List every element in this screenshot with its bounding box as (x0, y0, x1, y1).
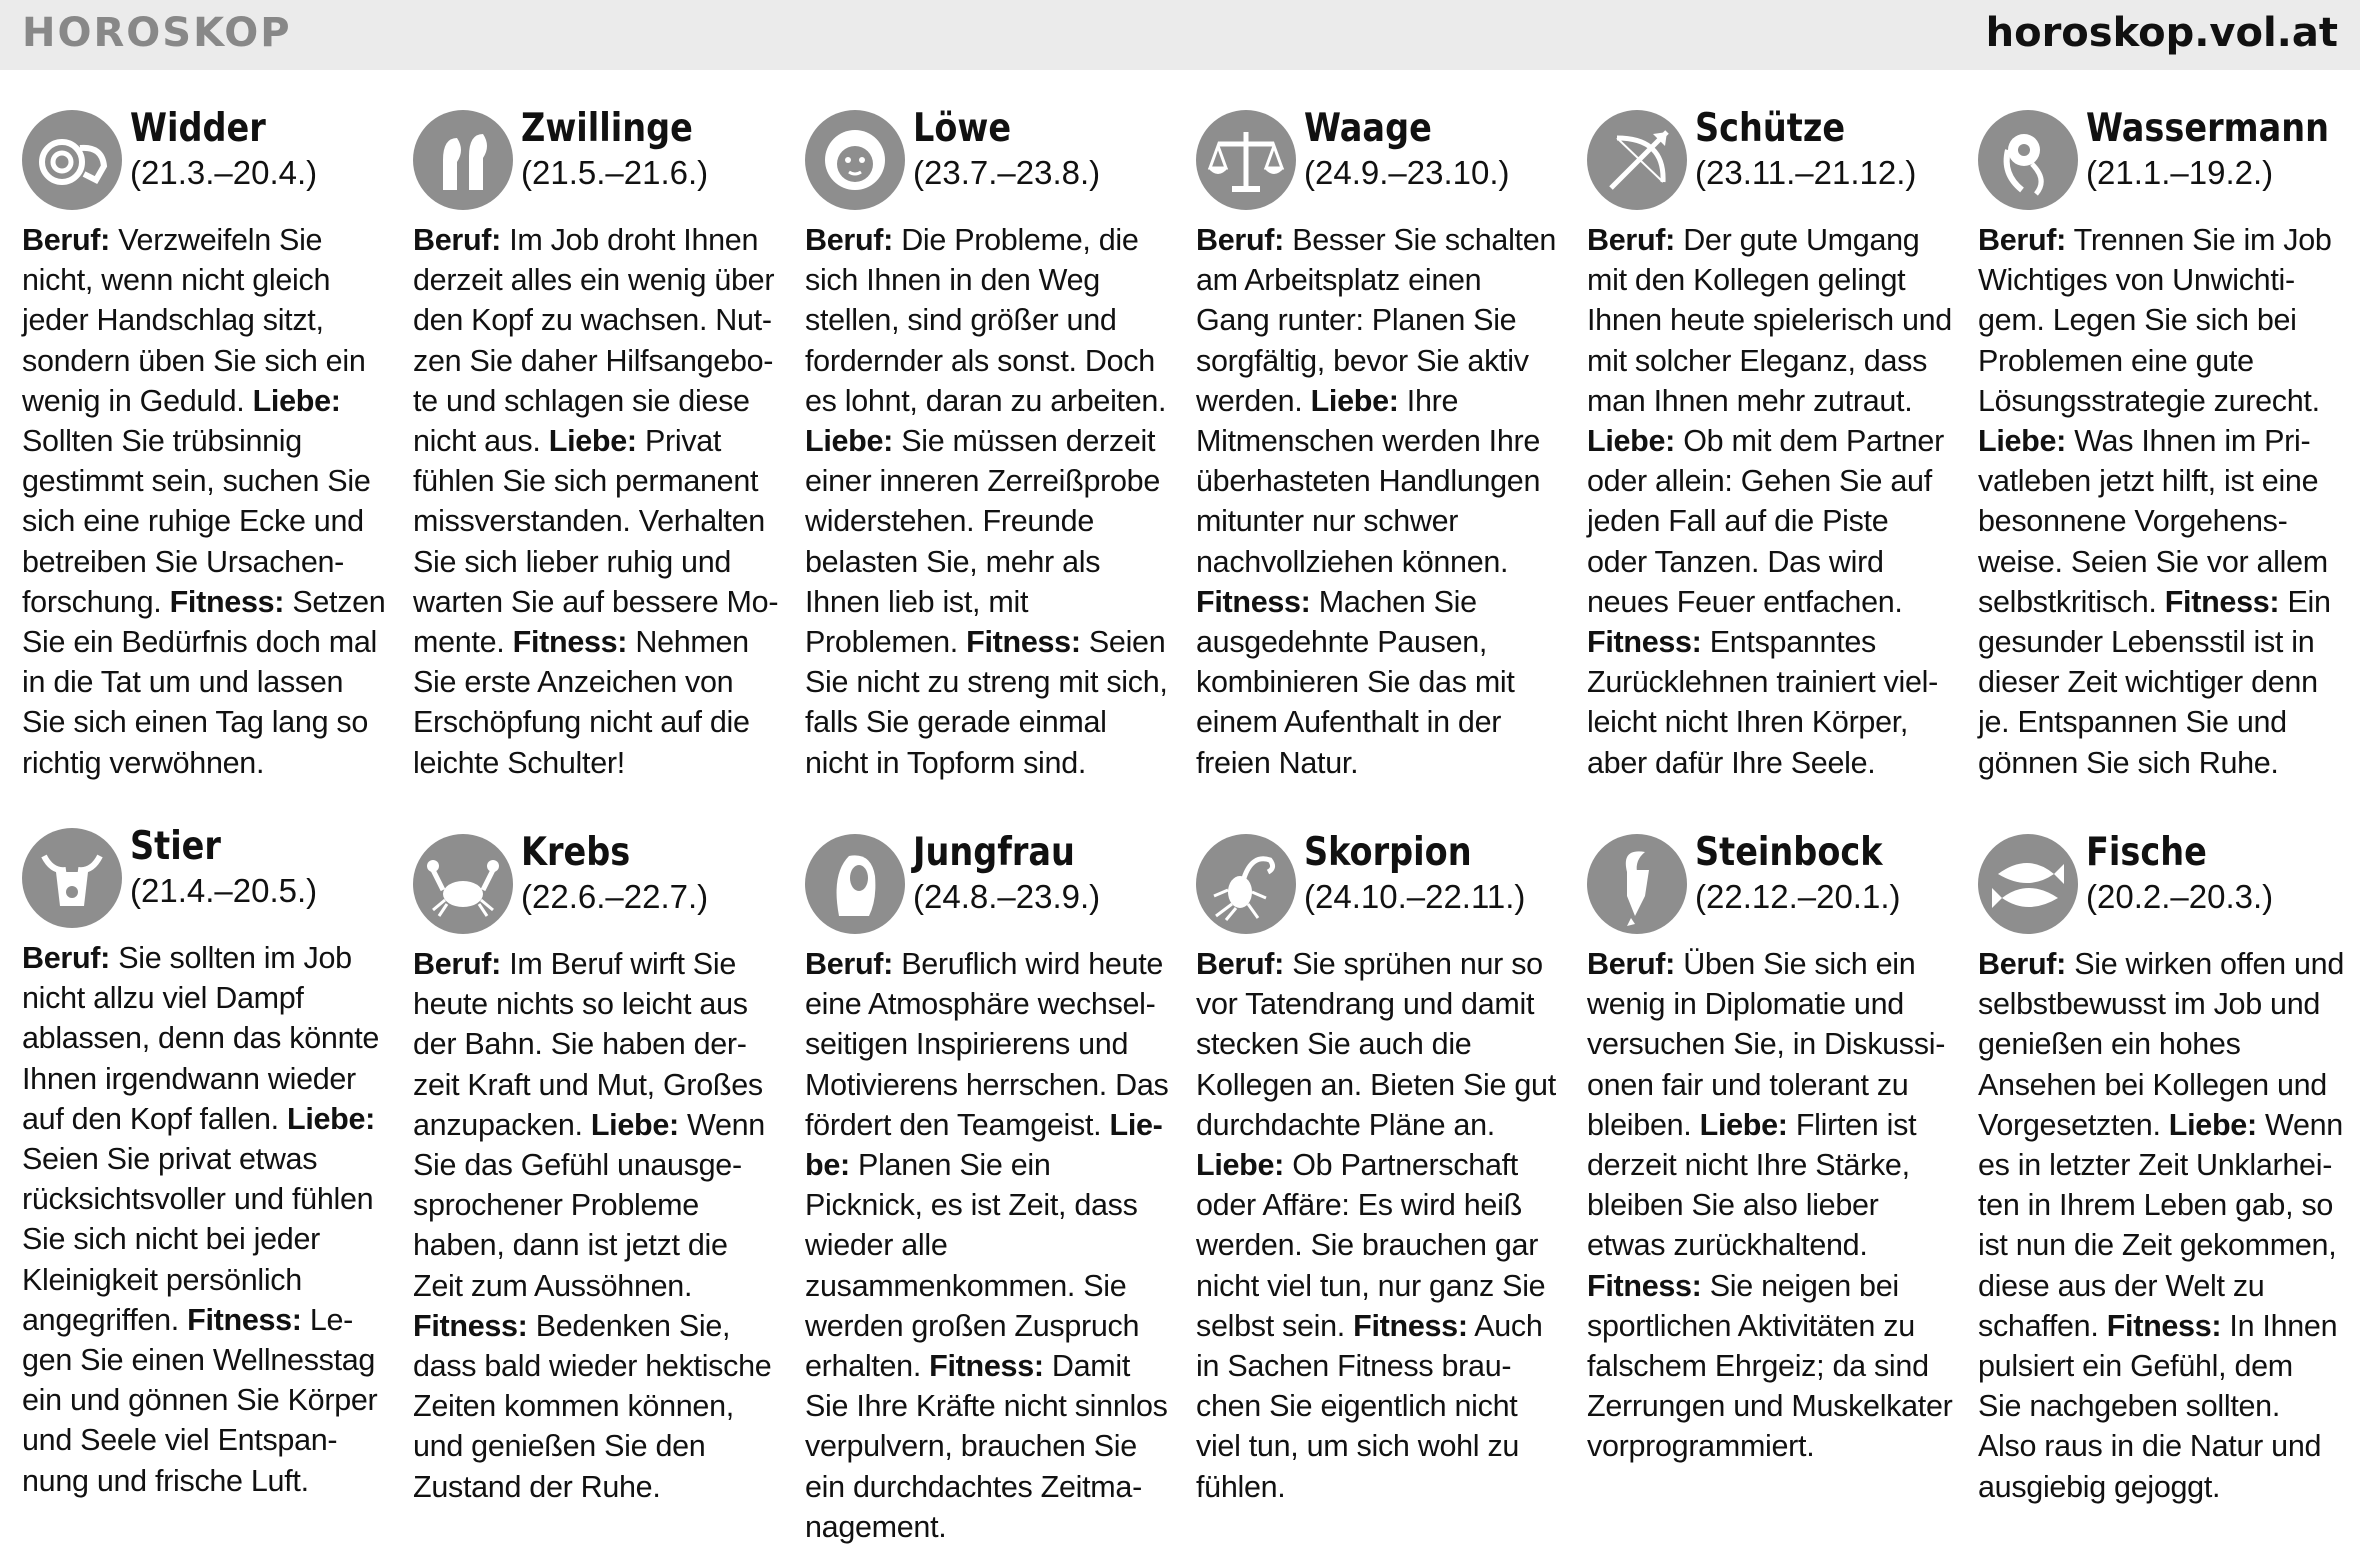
sign-name: Schütze (1695, 106, 1846, 151)
sign-dates: (20.2.–20.3.) (2086, 878, 2274, 915)
crab-icon (413, 834, 513, 934)
sign-dates: (24.9.–23.10.) (1304, 154, 1510, 191)
sign-name: Krebs (521, 830, 631, 875)
sign-dates: (21.1.–19.2.) (2086, 154, 2274, 191)
sign-text: Beruf: Die Probleme, die sich Ihnen in den Weg stellen, sind größer und fordernder als sonst. Doch es lohnt, daran zu arbeiten. Liebe: Sie müssen derzeit einer inneren Zerreißprobe widerstehen. Freunde belasten Sie, mehr als Ihnen lieb ist, mit Problemen. Fitness: Seien Sie nicht zu streng mit sich, falls Sie gerade einmal nicht in Topform sind. (805, 223, 1168, 780)
sign-dates: (24.8.–23.9.) (913, 878, 1101, 915)
scales-icon (1196, 110, 1296, 210)
fish-icon (1978, 834, 2078, 934)
archer-icon (1587, 110, 1687, 210)
sign-text: Beruf: Sie sprühen nur so vor Tatendrang und damit stecken Sie auch die Kollegen an. Bieten Sie gut durchdachte Pläne an. Liebe: Ob Partnerschaft oder Affäre: Es wird heiß werden. Sie brauchen gar nicht viel tun, nur ganz Sie selbst sein. Fitness: Auch in Sachen Fitness brauchen Sie eigentlich nicht viel tun, um sich wohl zu fühlen. (1196, 947, 1556, 1504)
sign-name: Wassermann (2086, 106, 2329, 151)
sign-text: Beruf: Beruflich wird heute eine Atmosphäre wechselseitigen Inspirierens und Motivierens herrschen. Das fördert den Teamgeist. Liebe: Planen Sie ein Picknick, es ist Zeit, dass wieder alle zusammenkommen. Sie werden großen Zuspruch erhalten. Fitness: Damit Sie Ihre Kräfte nicht sinnlos verpulvern, brauchen Sie ein durchdachtes Zeitmanagement. (805, 947, 1169, 1544)
sign-name: Stier (130, 824, 221, 869)
sign-text: Beruf: Der gute Umgang mit den Kollegen gelingt Ihnen heute spielerisch und mit solcher Eleganz, dass man Ihnen mehr zutraut. Liebe: Ob mit dem Partner oder allein: Gehen Sie auf jeden Fall auf die Piste oder Tanzen. Das wird neues Feuer entfachen. Fitness: Entspanntes Zurücklehnen trainiert vielleicht nicht Ihren Körper, aber dafür Ihre Seele. (1587, 223, 1952, 780)
sign-name: Zwillinge (521, 106, 693, 151)
sign-name: Skorpion (1304, 830, 1472, 875)
sign-dates: (22.6.–22.7.) (521, 878, 709, 915)
sign-text: Beruf: Im Beruf wirft Sie heute nichts so leicht aus der Bahn. Sie haben derzeit Kraft und Mut, Großes anzupacken. Liebe: Wenn Sie das Gefühl unausgesprochener Probleme haben, dann ist jetzt die Zeit zum Aussöhnen. Fitness: Bedenken Sie, dass bald wieder hektische Zeiten kommen können, und genießen Sie den Zustand der Ruhe. (413, 947, 772, 1504)
sign-name: Jungfrau (913, 830, 1075, 875)
bull-icon (22, 828, 122, 928)
sign-name: Steinbock (1695, 830, 1883, 875)
sign-name: Waage (1304, 106, 1432, 151)
sign-name: Löwe (913, 106, 1012, 151)
twins-icon (413, 110, 513, 210)
sign-dates: (24.10.–22.11.) (1304, 878, 1526, 915)
sign-text: Beruf: Trennen Sie im Job Wichtiges von Unwichtigem. Legen Sie sich bei Problemen eine gute Lösungsstrategie zurecht. Liebe: Was Ihnen im Privatleben jetzt hilft, ist eine besonnene Vorgehensweise. Seien Sie vor allem selbstkritisch. Fitness: Ein gesunder Lebensstil ist in dieser Zeit wichtiger denn je. Entspannen Sie und gönnen Sie sich Ruhe. (1978, 223, 2332, 780)
sign-name: Fische (2086, 830, 2207, 875)
site-url: horoskop.vol.at (1985, 10, 2338, 56)
sign-text: Beruf: Sie sollten im Job nicht allzu viel Dampf ablassen, denn das könnte Ihnen irgendwann wieder auf den Kopf fallen. Liebe: Seien Sie privat etwas rücksichtsvoller und fühlen Sie sich nicht bei jeder Kleinigkeit persönlich angegriffen. Fitness: Legen Sie einen Wellnesstag ein und gönnen Sie Körper und Seele viel Entspannung und frische Luft. (22, 941, 380, 1498)
sign-text: Beruf: Im Job droht Ihnen derzeit alles ein wenig über den Kopf zu wachsen. Nutzen Sie daher Hilfsangebote und schlagen sie diese nicht aus. Liebe: Privat fühlen Sie sich permanent missverstanden. Verhalten Sie sich lieber ruhig und warten Sie auf bessere Momente. Fitness: Nehmen Sie erste Anzeichen von Erschöpfung nicht auf die leichte Schulter! (413, 223, 779, 780)
section-label: HOROSKOP (22, 10, 292, 56)
sign-text: Beruf: Sie wirken offen und selbstbewusst im Job und genießen ein hohes Ansehen bei Kollegen und Vorgesetzten. Liebe: Wenn es in letzter Zeit Unklarheiten in Ihrem Leben gab, so ist nun die Zeit gekommen, diese aus der Welt zu schaffen. Fitness: In Ihnen pulsiert ein Gefühl, dem Sie nachgeben sollten. Also raus in die Natur und ausgiebig gejoggt. (1978, 947, 2345, 1504)
sign-text: Beruf: Üben Sie sich ein wenig in Diplomatie und versuchen Sie, in Diskussionen fair und tolerant zu bleiben. Liebe: Flirten ist derzeit nicht Ihre Stärke, bleiben Sie also lieber etwas zurückhaltend. Fitness: Sie neigen bei sportlichen Aktivitäten zu falschem Ehrgeiz; da sind Zerrungen und Muskelkater vorprogrammiert. (1587, 947, 1953, 1464)
sign-text: Beruf: Verzweifeln Sie nicht, wenn nicht gleich jeder Handschlag sitzt, sondern üben Sie sich ein wenig in Geduld. Liebe: Sollten Sie trübsinnig gestimmt sein, suchen Sie sich eine ruhige Ecke und betreiben Sie Ursachenforschung. Fitness: Setzen Sie ein Bedürfnis doch mal in die Tat um und lassen Sie sich einen Tag lang so richtig verwöhnen. (22, 223, 386, 780)
sign-dates: (21.5.–21.6.) (521, 154, 709, 191)
lion-icon (805, 110, 905, 210)
scorpion-icon (1196, 834, 1296, 934)
sign-text: Beruf: Besser Sie schalten am Arbeitsplatz einen Gang runter: Planen Sie sorgfältig, bevor Sie aktiv werden. Liebe: Ihre Mitmenschen werden Ihre überhasteten Handlungen mitunter nur schwer nachvollziehen können. Fitness: Machen Sie ausgedehnte Pausen, kombinieren Sie das mit einem Aufenthalt in der freien Natur. (1196, 223, 1557, 780)
sign-dates: (23.7.–23.8.) (913, 154, 1101, 191)
ram-icon (22, 110, 122, 210)
virgin-icon (805, 834, 905, 934)
sign-dates: (23.11.–21.12.) (1695, 154, 1917, 191)
sign-dates: (21.4.–20.5.) (130, 872, 318, 909)
goat-icon (1587, 834, 1687, 934)
header-bar (0, 0, 2360, 70)
sign-name: Widder (130, 106, 266, 151)
sign-dates: (21.3.–20.4.) (130, 154, 318, 191)
water-bearer-icon (1978, 110, 2078, 210)
sign-dates: (22.12.–20.1.) (1695, 878, 1901, 915)
